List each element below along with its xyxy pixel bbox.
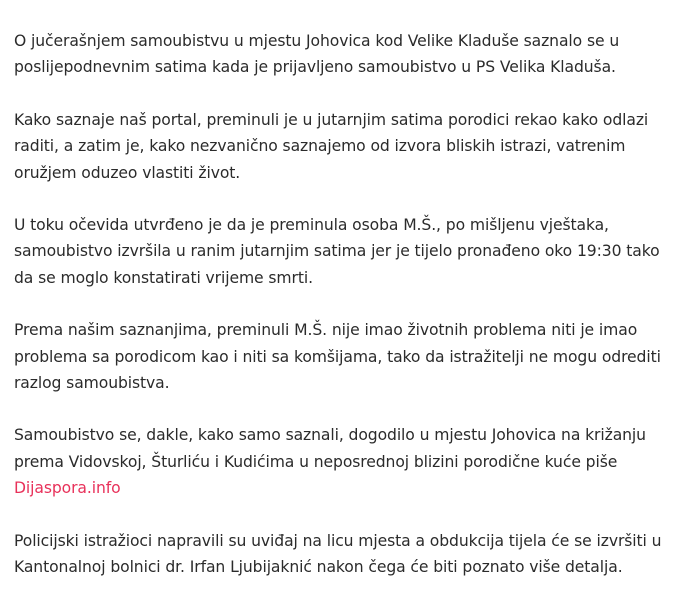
article-body: [14, 28, 676, 607]
paragraph-5-text: Samoubistvo se, dakle, kako samo saznali, dogodilo u mjestu Johovica na križanju prema Vidovskoj, Šturliću i Kudićima u neposrednoj blizini porodične kuće piše: [14, 426, 646, 471]
paragraph-2: Kako saznaje naš portal, preminuli je u jutarnjim satima porodici rekao kako odlazi raditi, a zatim je, kako nezvanično saznajemo od izvora bliskih istrazi, vatrenim oružjem oduzeo vlastiti život.: [14, 110, 649, 182]
paragraph-6: Policijski istražioci napravili su uviđaj na licu mjesta a obdukcija tijela će se izvršiti u Kantonalnoj bolnici dr. Irfan Ljubijaknić nakon čega će biti poznato više detalja.: [14, 531, 662, 577]
paragraph-1: O jučerašnjem samoubistvu u mjestu Johovica kod Velike Kladuše saznalo se u poslijepodnevnim satima kada je prijavljeno samoubistvo u PS Velika Kladuša.: [14, 32, 620, 77]
paragraph-3: U toku očevida utvrđeno je da je preminula osoba M.Š., po mišljenu vještaka, samoubistvo izvršila u ranim jutarnjim satima jer je tijelo pronađeno oko 19:30 tako da se moglo konstatirati vrijeme smrti.: [14, 216, 660, 287]
paragraph-4: Prema našim saznanjima, preminuli M.Š. nije imao životnih problema niti je imao problema sa porodicom kao i niti sa komšijama, tako da istražitelji ne mogu odrediti razlog samoubistva.: [14, 321, 661, 393]
paragraph-5: [14, 422, 676, 501]
source-link[interactable]: Dijaspora.info: [14, 479, 121, 498]
